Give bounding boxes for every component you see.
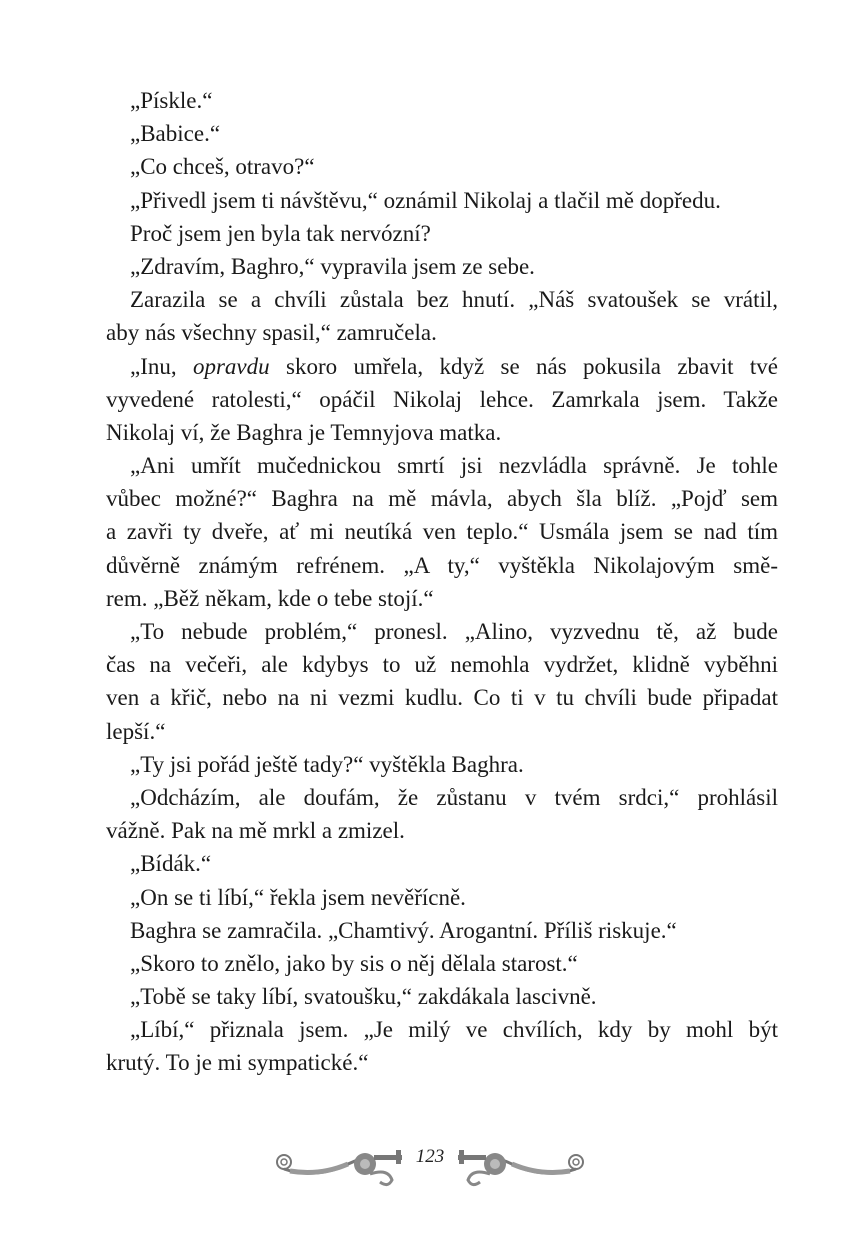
text-line: Nikolaj ví, že Baghra je Temnyjova matka. xyxy=(106,419,502,445)
text-line: vážně. Pak na mě mrkl a zmizel. xyxy=(106,818,405,844)
text-line: „Skoro to znělo, jako by sis o něj dělala starost.“ xyxy=(130,950,578,976)
italic-emphasis: opravdu xyxy=(192,353,270,379)
text-line: důvěrně známým refrénem. „A ty,“ vyštěkla Nikolajovým smě- xyxy=(106,552,778,578)
text-line: vyvedené ratolesti,“ opáčil Nikolaj lehce. Zamrkala jsem. Takže xyxy=(106,386,778,412)
text-line: „Tobě se taky líbí, svatoušku,“ zakdákala lascivně. xyxy=(130,984,597,1010)
body-text xyxy=(106,84,778,1080)
text-line: Baghra se zamračila. „Chamtivý. Arogantní. Příliš riskuje.“ xyxy=(130,917,677,943)
text-line: aby nás všechny spasil,“ zamručela. xyxy=(106,320,437,346)
text-line: „Líbí,“ přiznala jsem. „Je milý ve chvílích, kdy by mohl být xyxy=(130,1017,778,1043)
text-line: lepší.“ xyxy=(106,718,166,744)
text-line: „Ty jsi pořád ještě tady?“ vyštěkla Baghra. xyxy=(130,751,524,777)
text-line: „Babice.“ xyxy=(130,121,221,147)
text-line: „Co chceš, otravo?“ xyxy=(130,154,315,180)
text-line: „Pískle.“ xyxy=(130,88,213,113)
text-segment: „Inu, xyxy=(130,353,193,379)
text-line: čas na večeři, ale kdybys to už nemohla vydržet, klidně vyběhni xyxy=(106,652,778,678)
text-line: krutý. To je mi sympatické.“ xyxy=(106,1050,369,1076)
text-line: vůbec možné?“ Baghra na mě mávla, abych šla blíž. „Pojď sem xyxy=(106,486,778,512)
text-line: „To nebude problém,“ pronesl. „Alino, vyzvednu tě, až bude xyxy=(130,619,778,644)
text-line: ven a křič, nebo na ni vezmi kudlu. Co ti v tu chvíli bude připadat xyxy=(106,685,778,711)
text-line: „Přivedl jsem ti návštěvu,“ oznámil Nikolaj a tlačil mě dopředu. xyxy=(130,187,721,213)
text-line: rem. „Běž někam, kde o tebe stojí.“ xyxy=(106,585,434,611)
text-line: „Zdravím, Baghro,“ vypravila jsem ze sebe. xyxy=(130,253,535,279)
text-segment: skoro umřela, když se nás pokusila zbavit tvé xyxy=(269,353,778,379)
page-number: 123 xyxy=(415,1146,445,1167)
page-footer xyxy=(270,1138,590,1188)
ornament-right-icon xyxy=(450,1138,590,1188)
text-line xyxy=(106,350,778,383)
text-line: Zarazila se a chvíli zůstala bez hnutí. „Náš svatoušek se vrátil, xyxy=(130,287,778,313)
text-line: „Bídák.“ xyxy=(130,851,212,877)
text-line: „Ani umřít mučednickou smrtí jsi nezvládla správně. Je tohle xyxy=(130,453,778,479)
text-line: a zavři ty dveře, ať mi neutíká ven teplo.“ Usmála jsem se nad tím xyxy=(106,519,778,545)
text-line: Proč jsem jen byla tak nervózní? xyxy=(130,220,431,246)
text-line: „Odcházím, ale doufám, že zůstanu v tvém srdci,“ prohlásil xyxy=(130,784,778,810)
text-line: „On se ti líbí,“ řekla jsem nevěřícně. xyxy=(130,884,466,910)
